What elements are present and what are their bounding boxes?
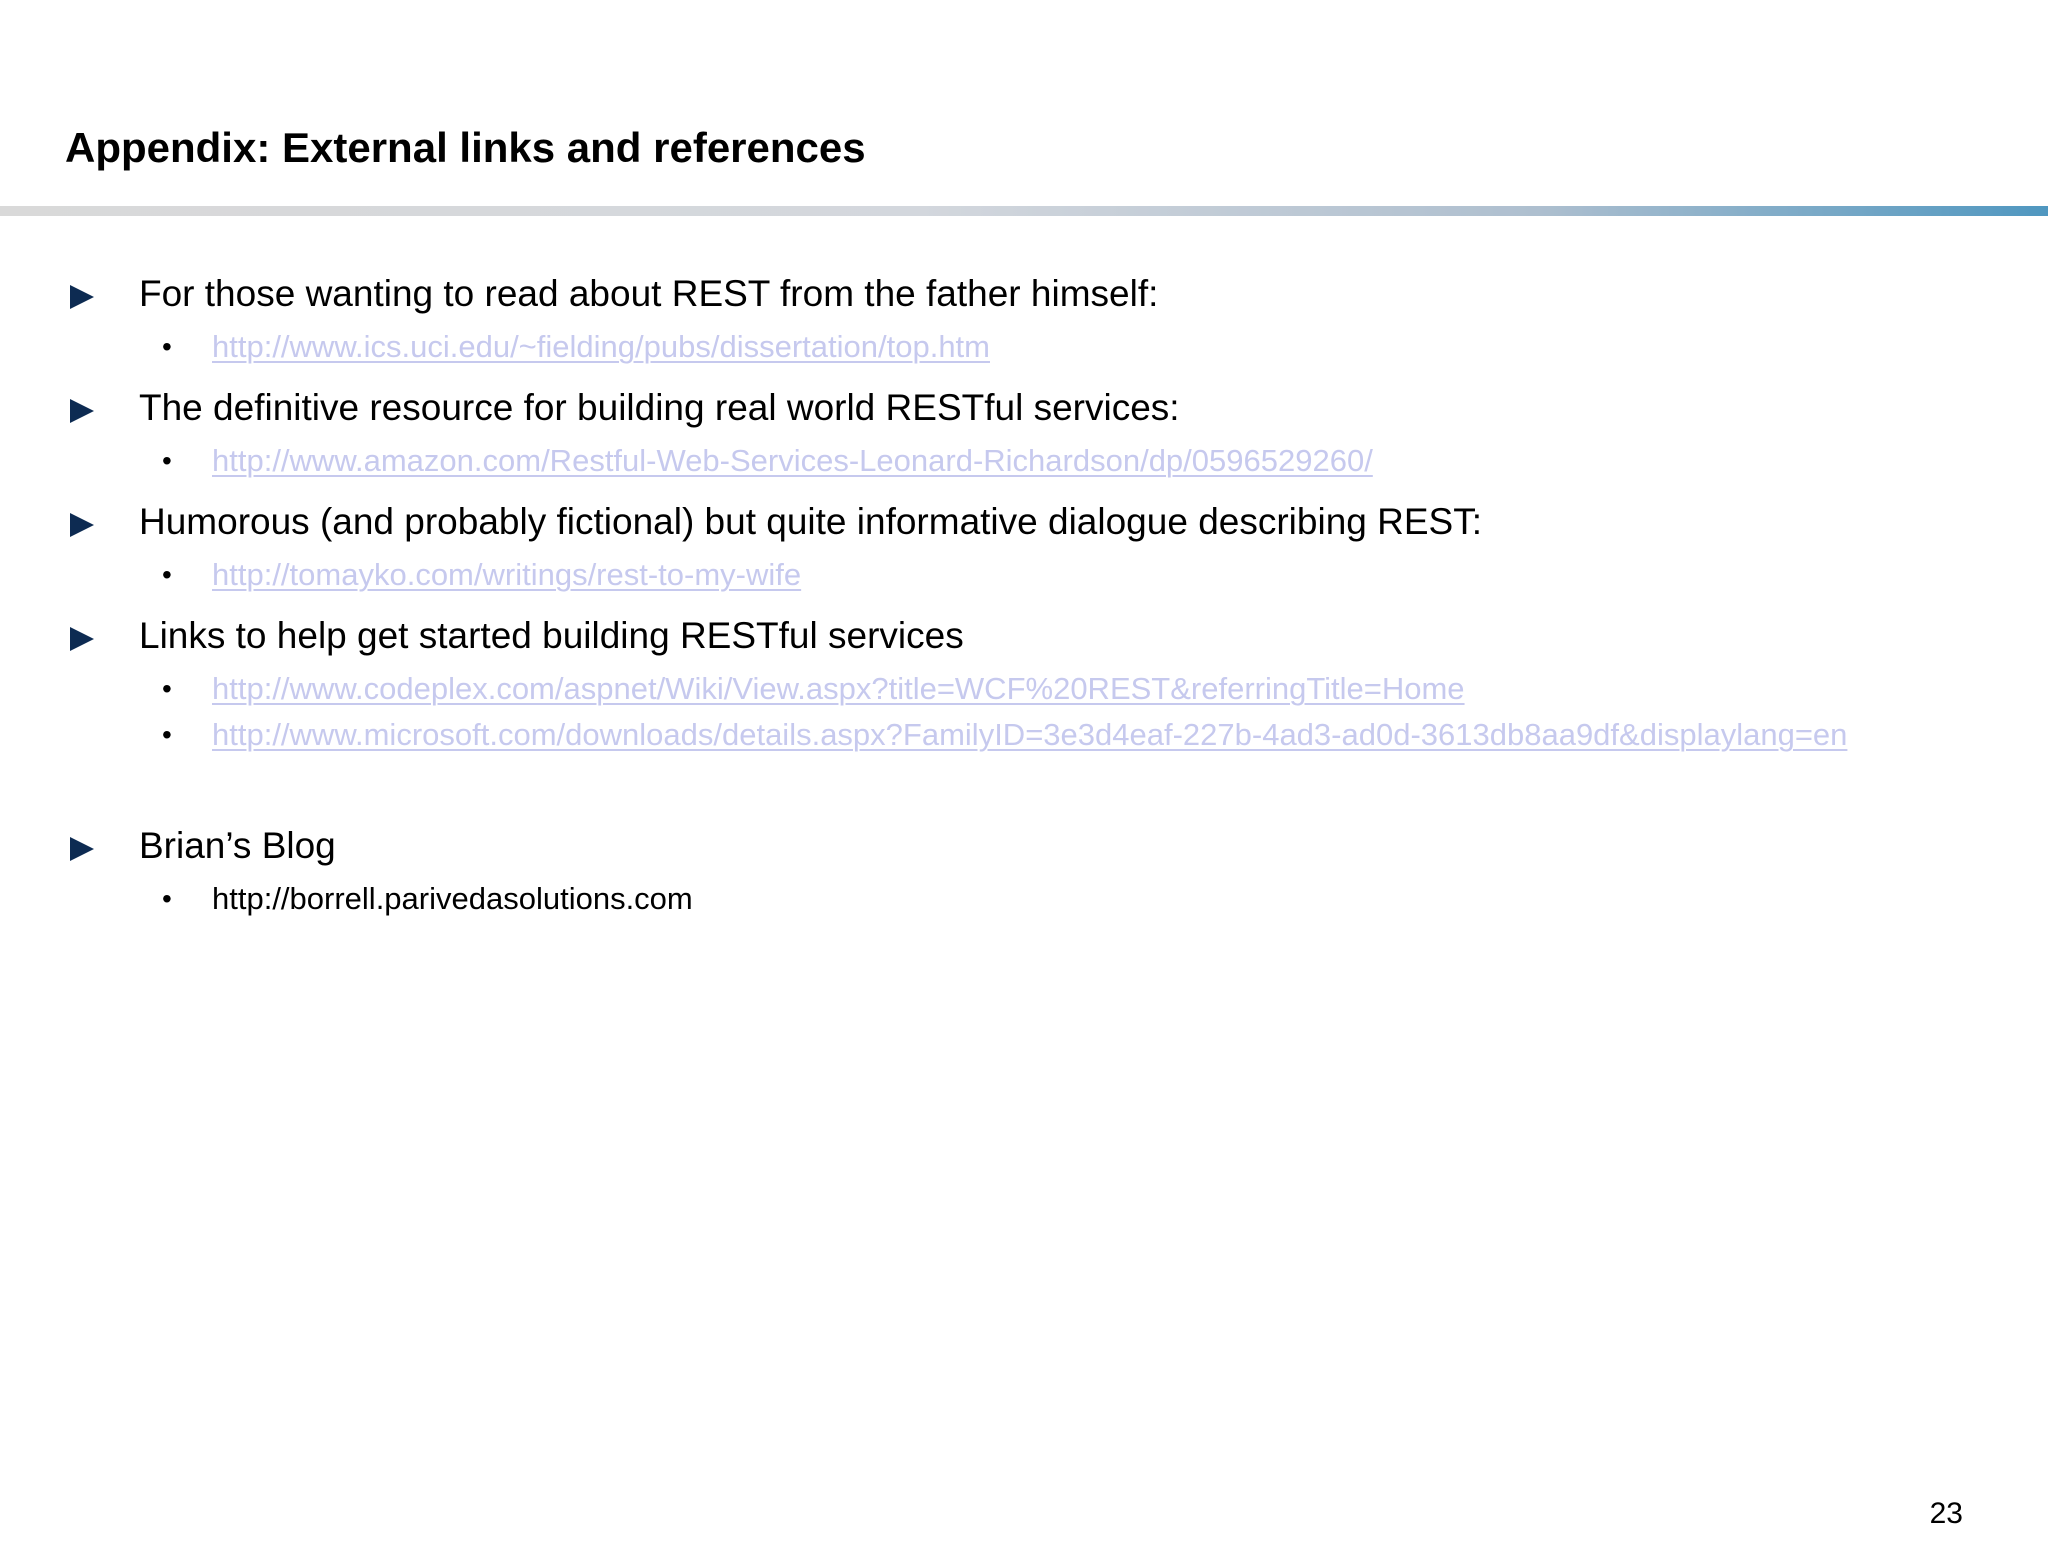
list-item-blog — [68, 816, 2028, 922]
list-item-text: Links to help get started building RESTful services — [139, 615, 964, 656]
title-divider-bar — [0, 206, 2048, 216]
list-item-row — [68, 816, 2028, 876]
sub-item-row — [68, 324, 2028, 370]
list-item-row — [68, 606, 2028, 666]
rest-to-my-wife-link[interactable]: http://tomayko.com/writings/rest-to-my-wife — [212, 557, 802, 592]
arrow-bullet-icon — [70, 285, 94, 309]
list-item-text: Brian’s Blog — [139, 825, 336, 866]
arrow-bullet-icon — [70, 399, 94, 423]
list-item-fielding — [68, 264, 2028, 370]
list-item-row — [68, 492, 2028, 552]
bullet-icon: • — [162, 445, 172, 476]
slide-title: Appendix: External links and references — [65, 124, 866, 171]
bullet-icon: • — [162, 883, 172, 914]
list-item-getting-started — [68, 606, 2028, 758]
bullet-icon: • — [162, 673, 172, 704]
arrow-bullet-icon — [70, 837, 94, 861]
fielding-dissertation-link[interactable]: http://www.ics.uci.edu/~fielding/pubs/dissertation/top.htm — [212, 329, 990, 364]
list-item-row — [68, 264, 2028, 324]
sub-item-row — [68, 552, 2028, 598]
microsoft-download-link[interactable]: http://www.microsoft.com/downloads/details.aspx?FamilyID=3e3d4eaf-227b-4ad3-ad0d-3613db8aa9df&displaylang=en — [212, 717, 1848, 752]
bullet-icon: • — [162, 331, 172, 362]
restful-web-services-link[interactable]: http://www.amazon.com/Restful-Web-Services-Leonard-Richardson/dp/0596529260/ — [212, 443, 1373, 478]
arrow-bullet-icon — [70, 627, 94, 651]
bullet-icon: • — [162, 719, 172, 750]
list-item-rest-dialogue — [68, 492, 2028, 598]
sub-item-row — [68, 876, 2028, 922]
sub-item-row — [68, 712, 2028, 758]
bullet-icon: • — [162, 559, 172, 590]
list-item-row — [68, 378, 2028, 438]
page-number: 23 — [1929, 1497, 1963, 1530]
list-item-text: For those wanting to read about REST from the father himself: — [139, 273, 1159, 314]
list-item-restful-book — [68, 378, 2028, 484]
list-item-text: Humorous (and probably fictional) but quite informative dialogue describing REST: — [139, 501, 1482, 542]
list-item-text: The definitive resource for building real world RESTful services: — [139, 387, 1180, 428]
reference-list — [68, 264, 2028, 930]
codeplex-wcf-rest-link[interactable]: http://www.codeplex.com/aspnet/Wiki/View.aspx?title=WCF%20REST&referringTitle=Home — [212, 671, 1465, 706]
sub-item-row — [68, 438, 2028, 484]
title-divider — [0, 206, 2048, 216]
sub-item-row — [68, 666, 2028, 712]
arrow-bullet-icon — [70, 513, 94, 537]
blog-url-text: http://borrell.parivedasolutions.com — [212, 881, 693, 916]
